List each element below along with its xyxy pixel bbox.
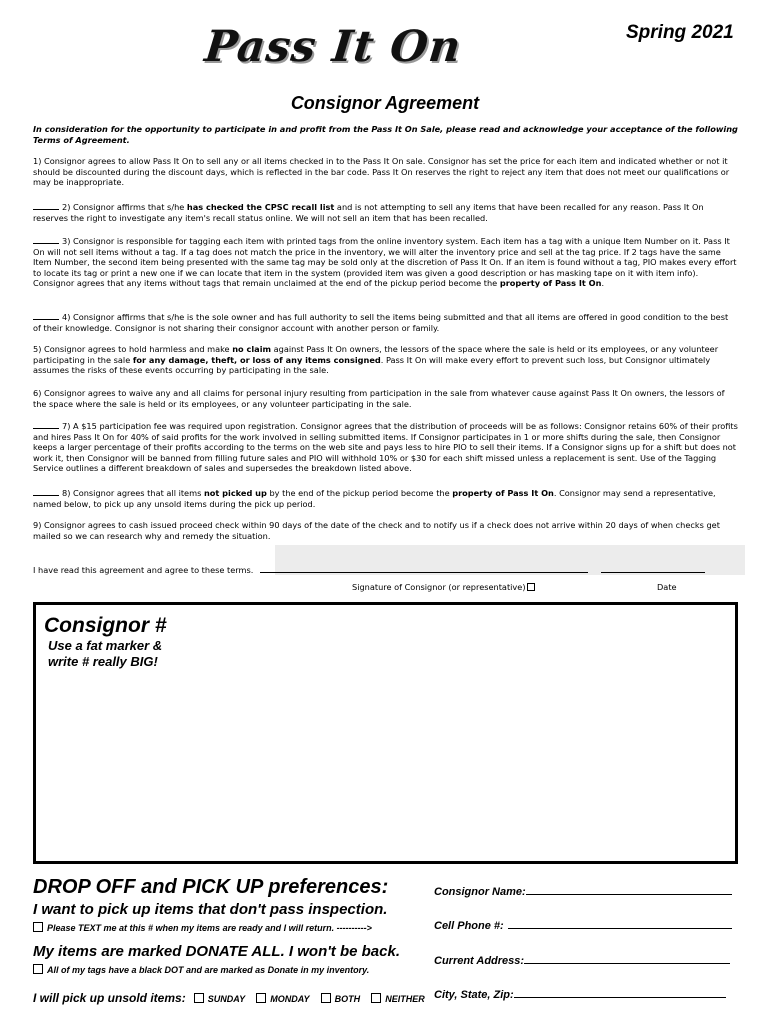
checkbox-icon[interactable] [256, 993, 266, 1003]
page-title: Consignor Agreement [290, 93, 480, 113]
term-5: 5) Consignor agrees to hold harmless and make no claim against Pass It On owners, the lessors of the space where the sale is held or its employees, or any volunteer participating in the sale for any damage, theft, or loss of any items consigned. Pass It On will make every effort to prevent such loss, but Consignor ultimately assumes the risks of these events occurring by participating in the sale. [33, 344, 719, 375]
checkbox-icon[interactable] [33, 964, 43, 974]
checkbox-icon [527, 583, 535, 591]
checkbox-icon[interactable] [321, 993, 331, 1003]
initial-blank-3[interactable] [33, 235, 59, 244]
pickup-option-monday[interactable]: MONDAY [256, 994, 309, 1004]
consignor-number-title: Consignor # [44, 614, 167, 637]
term-2: 2) Consignor affirms that s/he has checked the CPSC recall list and is not attempting to sell any items that have been recalled for any reason. Pass It On reserves the right to investigate any item's recall status online. We will not sell an item that has been recalled. [33, 202, 704, 223]
date-line[interactable] [601, 572, 705, 573]
term-4: 4) Consignor affirms that s/he is the sole owner and has full authority to sell the items being submitted and that all items are offered in good condition to the best of their knowledge. Consignor is not sharing their consignor account with another person or family. [33, 312, 729, 333]
text-me-option[interactable]: Please TEXT me at this # when my items are ready and I will return. ----------> [33, 922, 372, 933]
term-8: 8) Consignor agrees that all items not picked up by the end of the pickup period become the property of Pass It On. Consignor may send a representative, named below, to pick up any unsold items during the pick up period. [33, 488, 716, 509]
intro-text: In consideration for the opportunity to participate in and profit from the Pass It On Sale, please read and acknowledge your acceptance of the following Terms of Agreement. [33, 124, 738, 145]
checkbox-icon[interactable] [33, 922, 43, 932]
term-1: 1) Consignor agrees to allow Pass It On to sell any or all items checked in to the Pass It On sale. Consignor has set the price for each item and indicated whether or not it should be discounted during the discount days, which is reflected in the bar code. Pass It On reserves the right to reject any item that does not meet our qualifications or may be inappropriate. [33, 156, 730, 187]
date-label: Date [657, 582, 677, 592]
initial-blank-4[interactable] [33, 311, 59, 320]
donate-option[interactable]: All of my tags have a black DOT and are marked as Donate in my inventory. [33, 964, 369, 975]
consignor-name-field[interactable]: Consignor Name: [434, 886, 732, 898]
pickup-option-sunday[interactable]: SUNDAY [194, 994, 245, 1004]
preferences-heading: DROP OFF and PICK UP preferences: [33, 876, 389, 898]
term-7: 7) A $15 participation fee was required upon registration. Consignor agrees that the distribution of proceeds will be as follows: Consignor retains 60% of their profits and hires Pass It On for 40% of said profits for the work involved in selling submitted items. If Consignor participates in 1 or more shifts during the sale, then Consignor keeps a larger percentage of their profits according to the terms on the web site and pays less to hire PIO to sell their items. If a Consignor signs up for a shift but does not work it, then Consignor will be banned from filling future sales and PIO will withhold 10% or $30 for each shift missed unless a replacement is sent. Use of the Tagging Service outlines a different breakdown of sales and supersedes the breakdown listed above. [33, 421, 738, 473]
initial-blank-2[interactable] [33, 201, 59, 210]
cell-phone-field[interactable]: Cell Phone #: [434, 920, 732, 932]
term-6: 6) Consignor agrees to waive any and all claims for personal injury resulting from participation in the sale from whatever cause against Pass It On owners, the lessors of the space where the sale is held or its employees, or any volunteer participating in the sale. [33, 388, 725, 409]
initial-blank-8[interactable] [33, 487, 59, 496]
pickup-row [33, 987, 425, 1006]
agreement-statement: I have read this agreement and agree to these terms. [33, 565, 254, 575]
checkbox-icon[interactable] [371, 993, 381, 1003]
pickup-label: I will pick up unsold items: [33, 991, 186, 1005]
inspection-heading: I want to pick up items that don't pass inspection. [33, 901, 388, 918]
term-9: 9) Consignor agrees to cash issued proceed check within 90 days of the date of the check and to notify us if a check does not arrive within 20 days of when checks get mailed so we can research why and remedy the situation. [33, 520, 720, 541]
initial-blank-7[interactable] [33, 420, 59, 429]
city-state-zip-field[interactable]: City, State, Zip: [434, 989, 726, 1001]
checkbox-icon[interactable] [194, 993, 204, 1003]
signature-label-wrap [352, 582, 539, 592]
signature-row [33, 565, 705, 575]
season-label: Spring 2021 [626, 22, 734, 43]
signature-line[interactable] [260, 572, 588, 573]
pickup-option-neither[interactable]: NEITHER [371, 994, 425, 1004]
consignor-number-instructions: Use a fat marker & write # really BIG! [48, 638, 163, 669]
pickup-option-both[interactable]: BOTH [321, 994, 361, 1004]
donate-heading: My items are marked DONATE ALL. I won't be back. [33, 943, 400, 960]
term-3: 3) Consignor is responsible for tagging each item with printed tags from the online inventory system. Each item has a tag with a unique Item Number on it. Pass It On will not sell items without a tag. If a tag does not match the price in the inventory, we will alter the inventory price and sell at the tag price. If 2 tags have the same Item Number, the second item being presented with the same tag may be sold only at the discretion of Pass It On. If an item is found without a tag, PIO makes every effort to locate its tag or print a new one if we can locate that item in the system (provided item was given a good description or has masking tape on it with item info). Consignor agrees that any items without tags that remain unclaimed at the end of the pickup period become the property of Pass It On. [33, 236, 737, 288]
current-address-field[interactable]: Current Address: [434, 955, 730, 967]
pass-it-on-logo: Pass It On [202, 22, 464, 72]
signature-label: Signature of Consignor (or representative) [352, 582, 526, 592]
